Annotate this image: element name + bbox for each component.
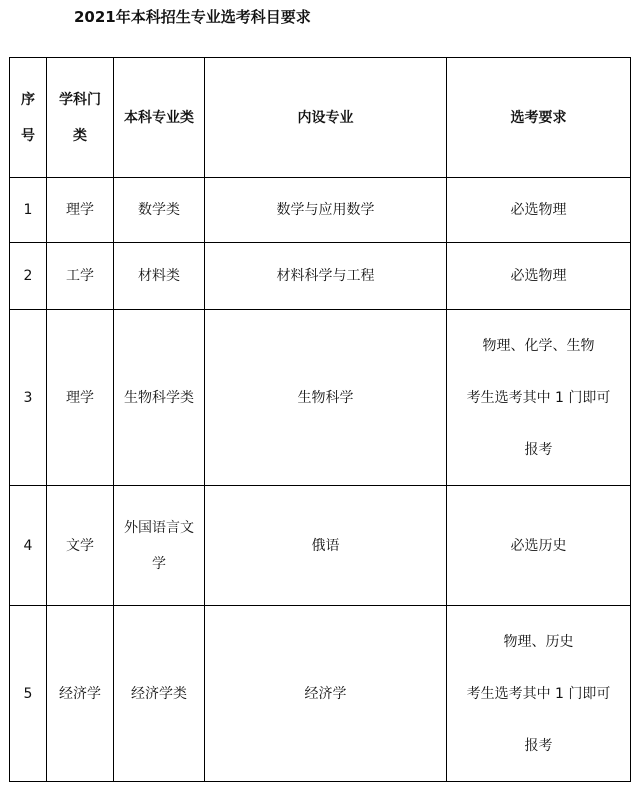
- cell-discipline: 文学: [47, 486, 114, 606]
- requirement-line-3: 报考: [524, 441, 553, 458]
- header-major-category: 本科专业类: [114, 58, 205, 178]
- table-row: [10, 243, 631, 310]
- subject-requirements-table: [9, 57, 631, 782]
- cell-majors: 俄语: [205, 486, 447, 606]
- cell-discipline: 理学: [47, 178, 114, 243]
- header-majors: 内设专业: [205, 58, 447, 178]
- cell-major-category: 材料类: [114, 243, 205, 310]
- cell-requirement: 必选物理: [447, 243, 631, 310]
- requirement-line-2: 考生选考其中 1 门即可: [466, 389, 611, 406]
- major-category-line-1: 外国语言文: [124, 519, 194, 536]
- header-discipline: [47, 58, 114, 178]
- cell-seq: 2: [10, 243, 47, 310]
- cell-discipline: 理学: [47, 310, 114, 486]
- cell-seq: 4: [10, 486, 47, 606]
- cell-major-category: 数学类: [114, 178, 205, 243]
- table-row: [10, 178, 631, 243]
- header-seq-line-2: 号: [21, 127, 35, 144]
- header-seq-line-1: 序: [21, 91, 35, 108]
- table-header-row: [10, 58, 631, 178]
- cell-requirement: [447, 606, 631, 782]
- cell-majors: 生物科学: [205, 310, 447, 486]
- cell-seq: 5: [10, 606, 47, 782]
- requirement-line-2: 考生选考其中 1 门即可: [466, 685, 611, 702]
- header-seq: [10, 58, 47, 178]
- header-discipline-line-1: 学科门: [59, 91, 101, 108]
- cell-major-category: [114, 486, 205, 606]
- cell-seq: 1: [10, 178, 47, 243]
- cell-major-category: 生物科学类: [114, 310, 205, 486]
- requirement-line-1: 物理、历史: [503, 633, 574, 650]
- cell-requirement: [447, 310, 631, 486]
- cell-seq: 3: [10, 310, 47, 486]
- cell-major-category: 经济学类: [114, 606, 205, 782]
- table-row: [10, 486, 631, 606]
- header-requirement: 选考要求: [447, 58, 631, 178]
- cell-majors: 材料科学与工程: [205, 243, 447, 310]
- document-title: 2021年本科招生专业选考科目要求: [74, 8, 311, 26]
- requirement-line-1: 物理、化学、生物: [482, 337, 595, 354]
- cell-discipline: 经济学: [47, 606, 114, 782]
- cell-majors: 数学与应用数学: [205, 178, 447, 243]
- header-discipline-line-2: 类: [73, 127, 87, 144]
- major-category-line-2: 学: [152, 555, 166, 572]
- table-row: [10, 606, 631, 782]
- cell-requirement: 必选历史: [447, 486, 631, 606]
- table-row: [10, 310, 631, 486]
- cell-requirement: 必选物理: [447, 178, 631, 243]
- cell-discipline: 工学: [47, 243, 114, 310]
- requirement-line-3: 报考: [524, 737, 553, 754]
- cell-majors: 经济学: [205, 606, 447, 782]
